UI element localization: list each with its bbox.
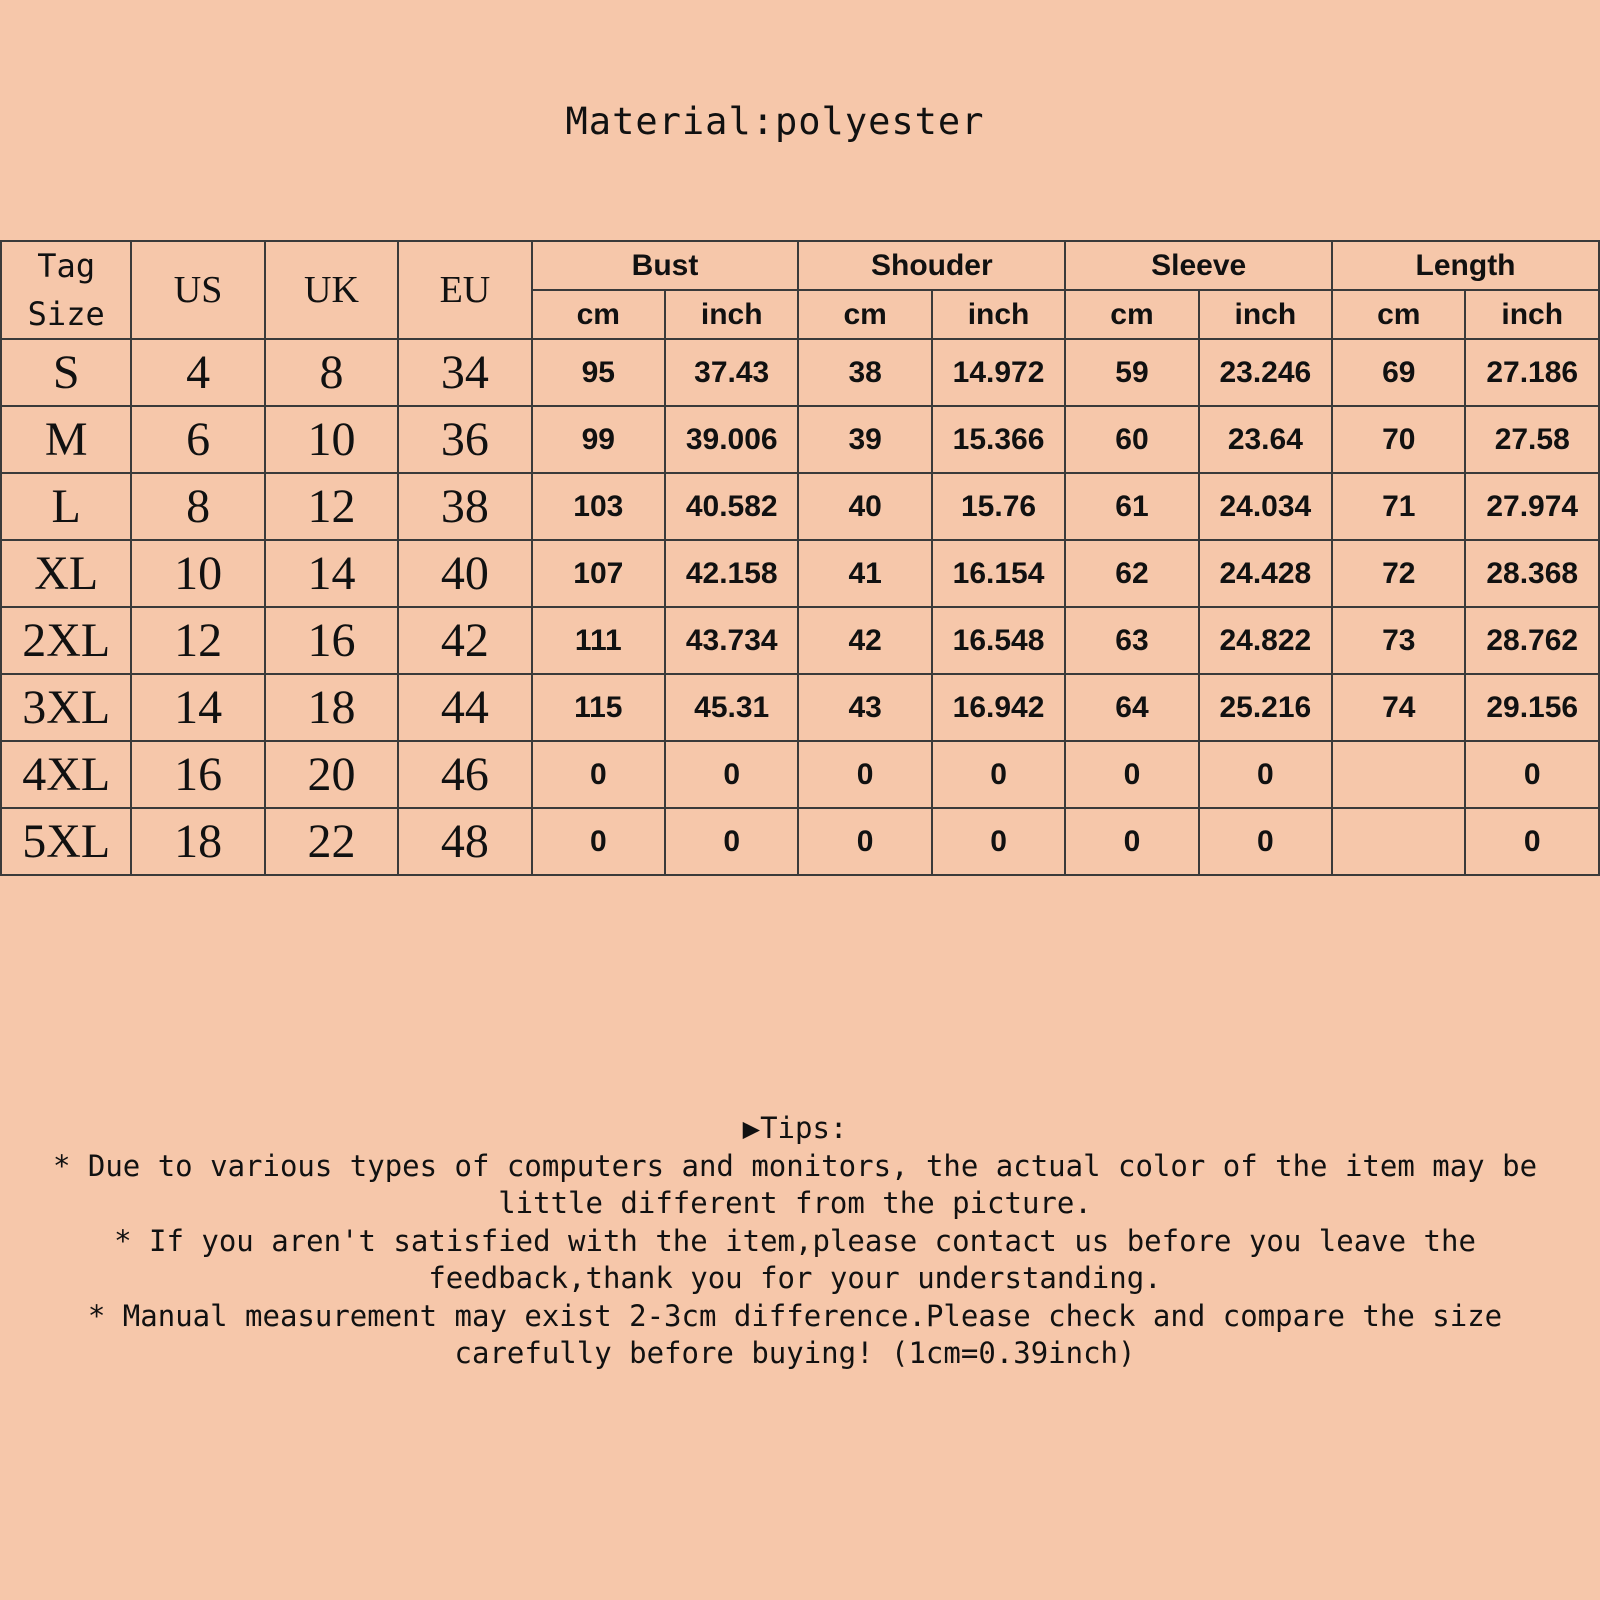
cell-shoulder-inch: 15.366 xyxy=(932,406,1065,473)
header-unit-inch: inch xyxy=(665,290,798,339)
table-row xyxy=(1,540,1599,607)
cell-bust-cm: 107 xyxy=(532,540,665,607)
cell-uk: 14 xyxy=(265,540,398,607)
header-length: Length xyxy=(1332,241,1599,290)
cell-bust-inch: 45.31 xyxy=(665,674,798,741)
cell-bust-cm: 115 xyxy=(532,674,665,741)
cell-shoulder-inch: 16.942 xyxy=(932,674,1065,741)
cell-eu: 48 xyxy=(398,808,531,875)
cell-sleeve-cm: 64 xyxy=(1065,674,1198,741)
cell-shoulder-cm: 0 xyxy=(798,808,931,875)
cell-bust-inch: 0 xyxy=(665,808,798,875)
cell-eu: 36 xyxy=(398,406,531,473)
cell-us: 14 xyxy=(131,674,264,741)
cell-length-inch: 27.58 xyxy=(1465,406,1599,473)
cell-eu: 38 xyxy=(398,473,531,540)
cell-tag-size: S xyxy=(1,339,131,406)
cell-bust-inch: 37.43 xyxy=(665,339,798,406)
cell-shoulder-cm: 40 xyxy=(798,473,931,540)
cell-bust-cm: 0 xyxy=(532,741,665,808)
table-row xyxy=(1,406,1599,473)
cell-sleeve-cm: 61 xyxy=(1065,473,1198,540)
cell-tag-size: 5XL xyxy=(1,808,131,875)
cell-tag-size: L xyxy=(1,473,131,540)
cell-length-inch: 27.186 xyxy=(1465,339,1599,406)
cell-uk: 10 xyxy=(265,406,398,473)
cell-length-cm: 72 xyxy=(1332,540,1465,607)
table-row xyxy=(1,607,1599,674)
cell-uk: 12 xyxy=(265,473,398,540)
cell-eu: 40 xyxy=(398,540,531,607)
cell-shoulder-inch: 14.972 xyxy=(932,339,1065,406)
cell-sleeve-inch: 24.428 xyxy=(1199,540,1332,607)
cell-tag-size: XL xyxy=(1,540,131,607)
cell-tag-size: 4XL xyxy=(1,741,131,808)
cell-length-cm: 70 xyxy=(1332,406,1465,473)
cell-sleeve-inch: 0 xyxy=(1199,808,1332,875)
header-unit-inch: inch xyxy=(1199,290,1332,339)
cell-length-cm: 71 xyxy=(1332,473,1465,540)
cell-uk: 20 xyxy=(265,741,398,808)
table-row xyxy=(1,339,1599,406)
cell-shoulder-inch: 16.548 xyxy=(932,607,1065,674)
cell-uk: 18 xyxy=(265,674,398,741)
tips-heading: ▶Tips: xyxy=(742,1111,848,1145)
cell-bust-cm: 95 xyxy=(532,339,665,406)
cell-sleeve-cm: 59 xyxy=(1065,339,1198,406)
header-unit-inch: inch xyxy=(932,290,1065,339)
cell-shoulder-cm: 42 xyxy=(798,607,931,674)
header-us: US xyxy=(131,241,264,339)
cell-eu: 42 xyxy=(398,607,531,674)
cell-sleeve-inch: 23.246 xyxy=(1199,339,1332,406)
cell-shoulder-inch: 15.76 xyxy=(932,473,1065,540)
cell-bust-inch: 43.734 xyxy=(665,607,798,674)
table-row xyxy=(1,808,1599,875)
table-row xyxy=(1,473,1599,540)
cell-length-cm xyxy=(1332,741,1465,808)
cell-length-cm: 74 xyxy=(1332,674,1465,741)
tip-color-difference: * Due to various types of computers and monitors, the actual color of the item may be little different from the picture. xyxy=(52,1148,1538,1220)
cell-bust-inch: 0 xyxy=(665,741,798,808)
cell-us: 4 xyxy=(131,339,264,406)
cell-uk: 8 xyxy=(265,339,398,406)
header-tag-size: Tag Size xyxy=(1,241,131,339)
cell-sleeve-inch: 23.64 xyxy=(1199,406,1332,473)
cell-sleeve-inch: 24.034 xyxy=(1199,473,1332,540)
header-unit-cm: cm xyxy=(1332,290,1465,339)
cell-length-cm xyxy=(1332,808,1465,875)
cell-bust-inch: 39.006 xyxy=(665,406,798,473)
cell-us: 12 xyxy=(131,607,264,674)
cell-sleeve-inch: 0 xyxy=(1199,741,1332,808)
cell-bust-cm: 99 xyxy=(532,406,665,473)
cell-sleeve-cm: 0 xyxy=(1065,808,1198,875)
cell-shoulder-inch: 0 xyxy=(932,808,1065,875)
cell-bust-inch: 42.158 xyxy=(665,540,798,607)
cell-bust-cm: 111 xyxy=(532,607,665,674)
header-unit-cm: cm xyxy=(798,290,931,339)
cell-eu: 44 xyxy=(398,674,531,741)
page-title: Material:polyester xyxy=(565,100,985,143)
cell-sleeve-cm: 62 xyxy=(1065,540,1198,607)
table-row xyxy=(1,741,1599,808)
tip-manual-measurement: * Manual measurement may exist 2-3cm difference.Please check and compare the size carefully before buying! (1cm=0.39inch) xyxy=(87,1298,1503,1370)
cell-sleeve-inch: 25.216 xyxy=(1199,674,1332,741)
cell-length-inch: 29.156 xyxy=(1465,674,1599,741)
cell-us: 16 xyxy=(131,741,264,808)
size-table-body xyxy=(1,339,1599,875)
cell-bust-cm: 0 xyxy=(532,808,665,875)
header-shoulder: Shouder xyxy=(798,241,1065,290)
cell-us: 6 xyxy=(131,406,264,473)
cell-length-inch: 0 xyxy=(1465,808,1599,875)
cell-shoulder-cm: 0 xyxy=(798,741,931,808)
cell-length-inch: 0 xyxy=(1465,741,1599,808)
cell-length-inch: 28.368 xyxy=(1465,540,1599,607)
cell-bust-cm: 103 xyxy=(532,473,665,540)
cell-tag-size: 3XL xyxy=(1,674,131,741)
cell-us: 8 xyxy=(131,473,264,540)
size-chart-table xyxy=(0,240,1600,876)
cell-eu: 34 xyxy=(398,339,531,406)
cell-shoulder-inch: 16.154 xyxy=(932,540,1065,607)
header-unit-inch: inch xyxy=(1465,290,1599,339)
cell-shoulder-cm: 41 xyxy=(798,540,931,607)
cell-shoulder-cm: 38 xyxy=(798,339,931,406)
cell-shoulder-cm: 39 xyxy=(798,406,931,473)
cell-length-inch: 27.974 xyxy=(1465,473,1599,540)
cell-uk: 22 xyxy=(265,808,398,875)
header-unit-cm: cm xyxy=(532,290,665,339)
cell-shoulder-inch: 0 xyxy=(932,741,1065,808)
cell-sleeve-cm: 60 xyxy=(1065,406,1198,473)
header-uk: UK xyxy=(265,241,398,339)
cell-us: 18 xyxy=(131,808,264,875)
tips-section xyxy=(20,1110,1570,1373)
header-bust: Bust xyxy=(532,241,799,290)
cell-length-cm: 69 xyxy=(1332,339,1465,406)
cell-sleeve-inch: 24.822 xyxy=(1199,607,1332,674)
cell-bust-inch: 40.582 xyxy=(665,473,798,540)
header-unit-cm: cm xyxy=(1065,290,1198,339)
tip-contact-us: * If you aren't satisfied with the item,please contact us before you leave the feedback,thank you for your understanding. xyxy=(114,1223,1476,1295)
cell-eu: 46 xyxy=(398,741,531,808)
header-sleeve: Sleeve xyxy=(1065,241,1332,290)
cell-sleeve-cm: 63 xyxy=(1065,607,1198,674)
cell-us: 10 xyxy=(131,540,264,607)
cell-length-inch: 28.762 xyxy=(1465,607,1599,674)
cell-shoulder-cm: 43 xyxy=(798,674,931,741)
cell-uk: 16 xyxy=(265,607,398,674)
cell-tag-size: 2XL xyxy=(1,607,131,674)
table-row xyxy=(1,674,1599,741)
cell-tag-size: M xyxy=(1,406,131,473)
header-eu: EU xyxy=(398,241,531,339)
cell-sleeve-cm: 0 xyxy=(1065,741,1198,808)
cell-length-cm: 73 xyxy=(1332,607,1465,674)
